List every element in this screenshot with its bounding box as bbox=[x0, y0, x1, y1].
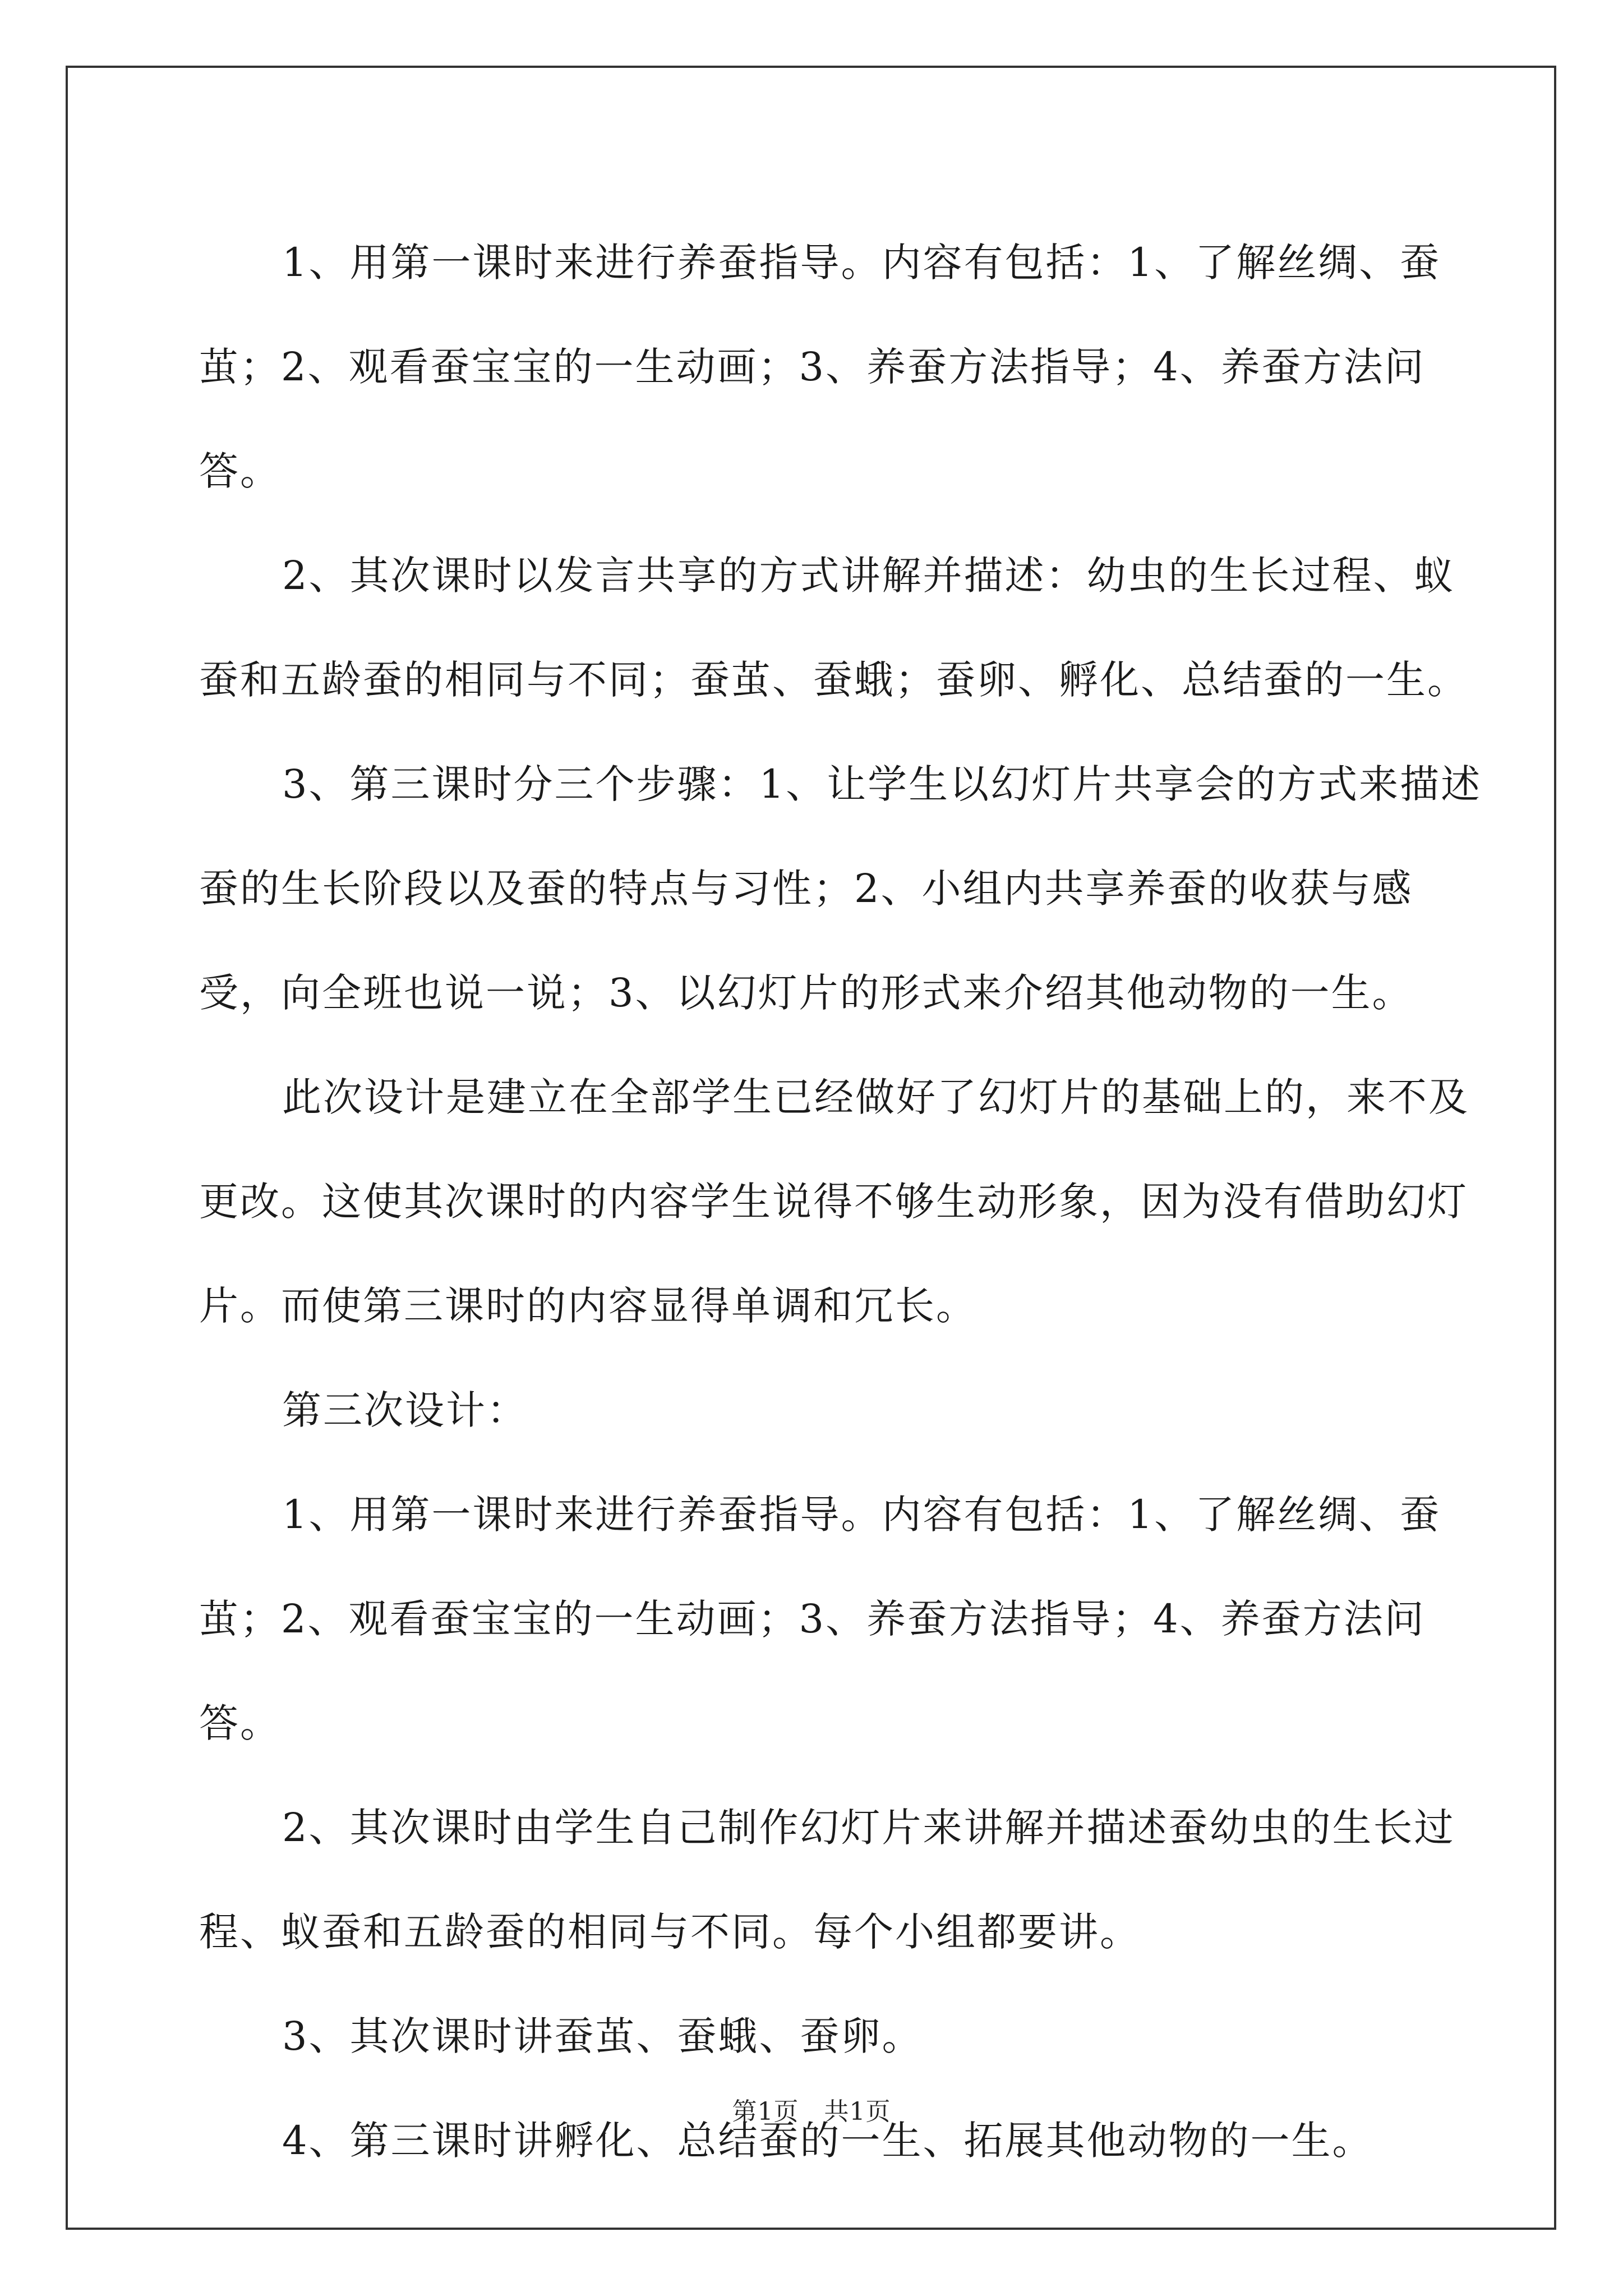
paragraph: 3、第三课时分三个步骤：1、让学生以幻灯片共享会的方式来描述蚕的生长阶段以及蚕的特点与习性；2、小组内共享养蚕的收获与感受，向全班也说一说；3、以幻灯片的形式来介绍其他动物的一生。 bbox=[199, 761, 1482, 1016]
paragraph: 3、其次课时讲蚕茧、蚕蛾、蚕卵。 bbox=[282, 2013, 923, 2059]
paragraph: 2、其次课时由学生自己制作幻灯片来讲解并描述蚕幼虫的生长过程、蚁蚕和五龄蚕的相同与不同。每个小组都要讲。 bbox=[199, 1805, 1455, 1955]
paragraph: 2、其次课时以发言共享的方式讲解并描述：幼虫的生长过程、蚁蚕和五龄蚕的相同与不同；蚕茧、蚕蛾；蚕卵、孵化、总结蚕的一生。 bbox=[199, 553, 1468, 703]
document-body bbox=[199, 210, 1489, 2193]
paragraph: 此次设计是建立在全部学生已经做好了幻灯片的基础上的，来不及更改。这使其次课时的内容学生说得不够生动形象，因为没有借助幻灯片。而使第三课时的内容显得单调和冗长。 bbox=[199, 1074, 1469, 1329]
page-number-footer: 第1页 共1页 bbox=[732, 2097, 891, 2126]
section-heading: 第三次设计： bbox=[282, 1387, 528, 1433]
paragraph: 1、用第一课时来进行养蚕指导。内容有包括：1、了解丝绸、蚕茧；2、观看蚕宝宝的一生动画；3、养蚕方法指导；4、养蚕方法问答。 bbox=[199, 1492, 1441, 1746]
paragraph: 1、用第一课时来进行养蚕指导。内容有包括：1、了解丝绸、蚕茧；2、观看蚕宝宝的一生动画；3、养蚕方法指导；4、养蚕方法问答。 bbox=[199, 240, 1441, 494]
paragraph: 4、第三课时讲孵化、总结蚕的一生、拓展其他动物的一生。 bbox=[282, 2118, 1373, 2164]
